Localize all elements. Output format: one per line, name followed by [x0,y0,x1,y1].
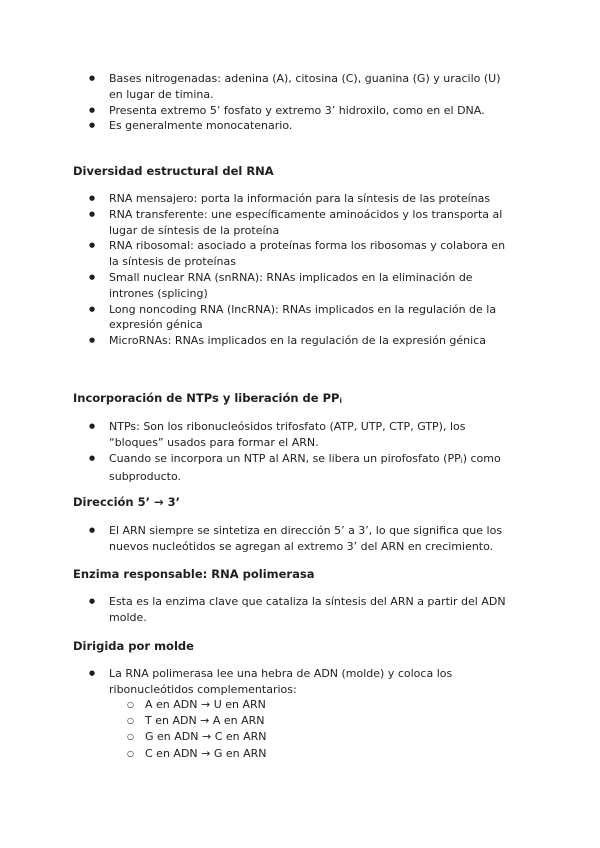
subscript: i [339,397,342,405]
section-heading-incorporacion [73,391,342,409]
sublist-item: ○ A en ADN → U en ARN [0,697,445,713]
list-item-text-end: ) como subproducto. [109,451,501,484]
list-item: ● NTPs: Son los ribonucleósidos trifosfato (ATP, UTP, CTP, GTP), los “bloques” usados para formar el ARN. [0,419,509,451]
intro-list [0,71,600,134]
sublist-item: ○ C en ADN → G en ARN [0,746,445,762]
list-item: ● La RNA polimerasa lee una hebra de ADN (molde) y coloca los ribonucleótidos complementarios: [0,666,509,698]
list-item-text: Cuando se incorpora un NTP al ARN, se libera un pirofosfato (PP [109,451,461,465]
list-item: ● Bases nitrogenadas: adenina (A), citosina (C), guanina (G) y uracilo (U) en lugar de timina. [0,71,509,103]
list-item: ● Esta es la enzima clave que cataliza la síntesis del ARN a partir del ADN molde. [0,594,509,626]
list-item: ● Small nuclear RNA (snRNA): RNAs implicados en la eliminación de intrones (splicing) [0,270,509,302]
molde-list [0,666,600,698]
list-item: ● MicroRNAs: RNAs implicados en la regulación de la expresión génica [0,333,509,349]
direccion-list [0,523,600,555]
section-heading-molde: Dirigida por molde [73,639,194,653]
heading-text: Incorporación de NTPs y liberación de PP [73,391,340,405]
diversidad-list [0,191,600,349]
section-heading-enzima: Enzima responsable: RNA polimerasa [73,567,315,581]
list-item: ● Long noncoding RNA (lncRNA): RNAs implicados en la regulación de la expresión génica [0,302,509,334]
sublist-item: ○ T en ADN → A en ARN [0,713,445,729]
sublist-item: ○ G en ADN → C en ARN [0,729,445,745]
enzima-list [0,594,600,626]
incorporacion-list [0,419,600,485]
list-item: ● RNA mensajero: porta la información para la síntesis de las proteínas [0,191,509,207]
molde-sublist [0,697,600,762]
section-heading-diversidad: Diversidad estructural del RNA [73,164,274,178]
list-item: ● Es generalmente monocatenario. [0,118,509,134]
list-item: ● RNA ribosomal: asociado a proteínas forma los ribosomas y colabora en la síntesis de proteínas [0,238,509,270]
subscript: i [460,456,463,465]
list-item: ● El ARN siempre se sintetiza en dirección 5’ a 3’, lo que significa que los nuevos nucleótidos se agregan al extremo 3’ del ARN en crecimiento. [0,523,509,555]
list-item: ● RNA transferente: une específicamente aminoácidos y los transporta al lugar de síntesis de la proteína [0,207,509,239]
section-heading-direccion: Dirección 5’ → 3’ [73,495,181,509]
list-item: ● Presenta extremo 5’ fosfato y extremo 3’ hidroxilo, como en el DNA. [0,103,509,119]
list-item [0,451,509,486]
